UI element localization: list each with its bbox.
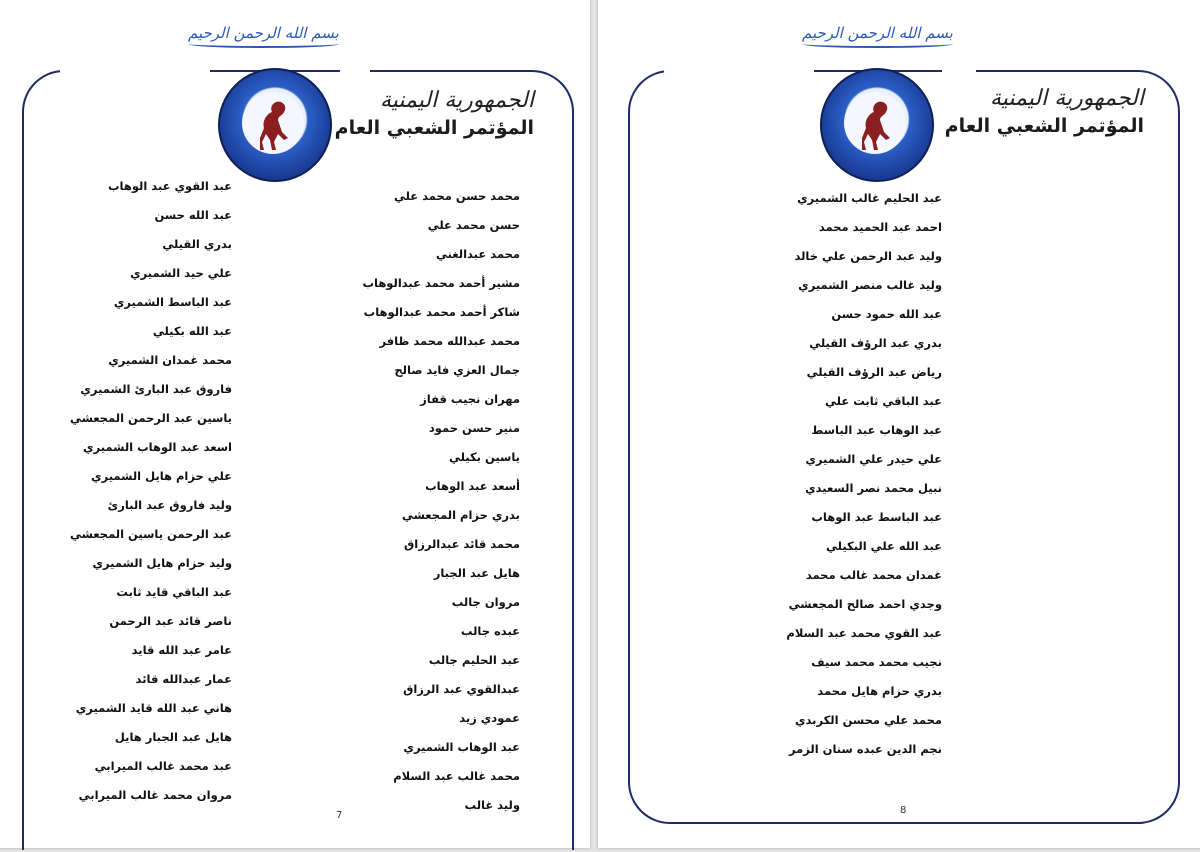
list-item: ناصر قائد عبد الرحمن [109,614,232,628]
frame-gap [664,66,814,74]
list-item: عبد الوهاب الشميري [403,740,520,754]
list-item: عبدالقوي عبد الرزاق [403,682,520,696]
list-item: عبده جالب [460,624,520,638]
republic-title: الجمهورية اليمنية [379,88,534,113]
congress-title: المؤتمر الشعبي العام [944,115,1144,137]
list-item: عبد الباسط عبد الوهاب [811,510,942,524]
list-item: محمد عبدالله محمد ظافر [379,334,520,348]
page-number: 7 [336,810,343,821]
list-item: نبيل محمد نصر السعيدي [805,481,942,495]
list-item: نجيب محمد محمد سيف [811,655,942,669]
list-item: علي حزام هايل الشميري [91,469,232,483]
list-item: عامر عبد الله قايد [131,643,232,657]
party-logo [218,68,332,182]
names-column [702,184,942,764]
page-number: 8 [900,805,907,816]
list-item: عبد الحليم جالب [428,653,520,667]
list-item: جمال العزي فايد صالح [394,363,520,377]
list-item: عبد الله بكيلي [152,324,232,338]
list-item: محمد علي محسن الكربدي [794,713,942,727]
names-column-left [32,172,232,810]
list-item: مروان محمد غالب الميرابي [78,788,232,802]
list-item: مشير أحمد محمد عبدالوهاب [362,276,520,290]
list-item: هايل عبد الجبار [433,566,520,580]
list-item: عبد الحليم غالب الشميري [797,191,942,205]
list-item: أسعد عبد الوهاب [425,479,520,493]
list-item: وليد غالب منصر الشميري [798,278,942,292]
document-page-8 [598,0,1200,848]
list-item: ياسين عبد الرحمن المجعشي [69,411,232,425]
list-item: عمار عبدالله قائد [135,672,232,686]
list-item: عمودي زيد [459,711,520,725]
horse-icon [254,98,292,152]
frame-gap [340,66,370,74]
list-item: عبد الباسط الشميري [113,295,232,309]
list-item: وليد فاروق عبد البارئ [107,498,232,512]
list-item: بدري حزام المجعشي [401,508,520,522]
list-item: عبد الله علي البكيلي [826,539,942,553]
list-item: بدري القيلي [162,237,232,251]
list-item: علي حيد الشميري [130,266,232,280]
frame-gap [60,66,210,74]
page-header [335,88,534,139]
list-item: وليد غالب [464,798,520,812]
list-item: نجم الدين عبده سنان الزمر [788,742,942,756]
list-item: عبد الله حسن [154,208,232,222]
list-item: اسعد عبد الوهاب الشميري [83,440,232,454]
horse-icon [856,98,894,152]
list-item: عبد القوي محمد عبد السلام [786,626,942,640]
list-item: عبد الله حمود حسن [831,307,942,321]
list-item: مروان جالب [451,595,520,609]
frame-gap [942,66,976,74]
list-item: عبد محمد غالب الميرابي [94,759,232,773]
list-item: عبد الوهاب عبد الباسط [811,423,942,437]
list-item: ياسين بكيلي [448,450,520,464]
basmala: بسم الله الرحمن الرحيم [188,24,339,48]
document-page-7 [0,0,590,848]
congress-title: المؤتمر الشعبي العام [334,117,534,139]
list-item: محمد غمدان الشميري [108,353,232,367]
party-logo [820,68,934,182]
list-item: علي حيدر علي الشميري [805,452,942,466]
list-item: حسن محمد علي [427,218,520,232]
list-item: عبد الرحمن ياسين المجعشي [69,527,232,541]
list-item: رياض عبد الرؤف القيلي [806,365,942,379]
list-item: فاروق عبد البارئ الشميري [80,382,232,396]
list-item: وجدي احمد صالح المجعشي [788,597,942,611]
basmala: بسم الله الرحمن الرحيم [802,24,953,48]
list-item: محمد غالب عبد السلام [393,769,520,783]
list-item: مهران نجيب قفاز [420,392,520,406]
list-item: عبد الباقي ثابت علي [825,394,942,408]
list-item: عبد القوي عبد الوهاب [107,179,232,193]
list-item: هاني عبد الله قايد الشميري [75,701,232,715]
names-column-right [330,182,520,820]
list-item: غمدان محمد غالب محمد [805,568,942,582]
republic-title: الجمهورية اليمنية [989,86,1144,111]
list-item: شاكر أحمد محمد عبدالوهاب [363,305,520,319]
list-item: هايل عبد الجبار هايل [114,730,232,744]
list-item: عبد الباقي قايد ثابت [116,585,232,599]
list-item: وليد عبد الرحمن علي خالد [794,249,942,263]
list-item: محمد عبدالغني [435,247,520,261]
list-item: محمد حسن محمد علي [393,189,520,203]
list-item: محمد قائد عبدالرزاق [403,537,520,551]
list-item: بدري عبد الرؤف القيلي [809,336,942,350]
list-item: منير حسن حمود [428,421,520,435]
list-item: وليد حزام هايل الشميري [92,556,232,570]
list-item: بدري حزام هايل محمد [817,684,942,698]
list-item: احمد عبد الحميد محمد [818,220,942,234]
page-header [945,86,1144,137]
